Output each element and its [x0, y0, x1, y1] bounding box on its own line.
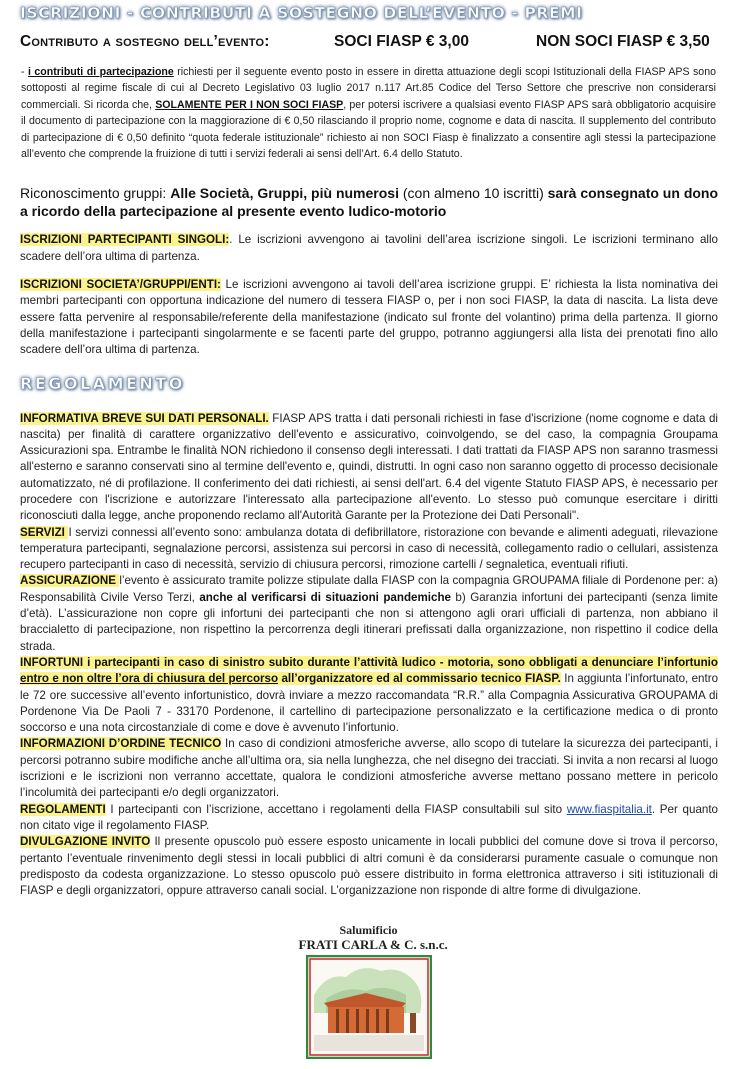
ground: [314, 1035, 424, 1051]
statue: [410, 1013, 416, 1033]
riconoscimento-bold-1: Alle Società, Gruppi, più numerosi: [170, 185, 399, 202]
gruppi-paragraph: [20, 277, 718, 358]
non-soci-price: NON SOCI FIASP € 3,50: [536, 33, 710, 50]
assicurazione-text-1: l’evento è assicurato tramite polizze stipulate dalla FIASP con la compagnia GROUPAMA filiale di Pordenone per: a) Responsabilità Civile Verso Terzi,: [20, 574, 719, 604]
section-banner-iscrizioni: ISCRIZIONI - CONTRIBUTI A SOSTEGNO DELL’EVENTO - PREMI: [20, 4, 583, 22]
singoli-title: ISCRIZIONI PARTECIPANTI SINGOLI:: [20, 233, 230, 247]
regolamenti-text-2: . Per quanto non citato vige il regolamento FIASP.: [20, 802, 719, 832]
contributi-underlined: i contributi di partecipazione: [28, 66, 174, 78]
contribution-row: [20, 32, 720, 54]
riconoscimento-normal: (con almeno 10 iscritti): [398, 185, 548, 202]
infortuni-highlight: i partecipanti in caso di sinistro subito durante l’attività ludico - motoria, sono obbligati a denunciare l’infortunio: [83, 655, 718, 669]
non-soci-emphasis: SOLAMENTE PER I NON SOCI FIASP: [155, 98, 344, 111]
assicurazione-text-2: b) Garanzia infortuni dei partecipanti (senza limite d’età). L’assicurazione non copre gli infortuni dei partecipanti che non si attengono agli orari ufficiali di partenza, non abbiano il braccialetto di partecipazione, non rispettino la percorrenza degli itinerari prefissati dalla organizzazione, non rispettino il codice della strada.: [20, 590, 718, 653]
gruppi-title: ISCRIZIONI SOCIETA’/GRUPPI/ENTI:: [20, 278, 221, 292]
contribution-label: Contributo a sostegno dell’evento:: [20, 33, 270, 50]
servizi-title: SERVIZI: [20, 525, 69, 539]
infortuni-text: In aggiunta l’infortunato, entro le 72 ore successive all’evento infortunistico, dovrà inviare a mezzo raccomandata “R.R.” alla Compagnia Assicurativa GROUPAMA di Pordenone Via De Paoli 7 - 33170 Pordenone, il cartellino di partecipazione personalizzato e la certificazione medica o di pronto soccorso e una nota circostanziale di come e dove è avvenuto l’infortunio.: [20, 672, 719, 735]
assicurazione-bold: anche al verificarsi di situazioni pandemiche: [199, 590, 451, 604]
riconoscimento-label: Riconoscimento gruppi:: [20, 185, 171, 202]
regolamenti-title: REGOLAMENTI: [20, 802, 106, 816]
building-sketch-image: [306, 955, 432, 1059]
section-banner-regolamento: REGOLAMENTO: [20, 373, 185, 393]
fiasp-website-link[interactable]: www.fiaspitalia.it: [566, 802, 652, 816]
regolamento-body: [20, 411, 718, 900]
informativa-text: FIASP APS tratta i dati personali richiesti in fase d'iscrizione (nome cognome e data di nascita) per finalità di carattere organizzativo dell'evento e assicurativo, coinvolgendo, se del caso, la compagnia Groupama Assicurazioni spa. Entrambe le finalità NON richiedono il consenso degli interessati. I dati trattati da FIASP APS non saranno trasmessi all'esterno e saranno conservati sino al termine dell'evento e, quindi, distrutti. In ogni caso non saranno oggetto di processo decisionale automatizzato, né di profilazione. Il conferimento dei dati richiesti, ai sensi dell'art. 6.4 del vigente Statuto FIASP APS, è necessario per procedere con l'iscrizione e autorizzare l'interessato alla partecipazione all'evento. Lo stesso può comunque esercitare i diritti riconosciuti dalla legge, anche proponendo reclamo all'Autorità Garante per la Protezione dei Dati Personali".: [20, 411, 718, 523]
sponsor-logo: [298, 923, 448, 1059]
assicurazione-title: ASSICURAZIONE: [20, 574, 120, 588]
tecnico-title: INFORMAZIONI D’ORDINE TECNICO: [20, 737, 222, 751]
singoli-text: . Le iscrizioni avvengono ai tavolini dell’area iscrizione singoli. Le iscrizioni terminano allo scadere dell’ora ultima di partenza.: [20, 233, 718, 263]
riconoscimento-bold-2: sarà consegnato un dono a ricordo della partecipazione al presente evento ludico-motorio: [20, 185, 719, 220]
infortuni-highlight-2: all’organizzatore ed al commissario tecnico FIASP.: [278, 672, 561, 686]
contributi-paragraph: [21, 64, 716, 162]
divulgazione-text: Il presente opuscolo può essere esposto unicamente in locali pubblici del comune dove si trova il percorso, pertanto l’eventuale rinvenimento degli stessi in locali pubblici di altri comuni è da considerarsi puramente casuale o comunque non predisposto da codesta organizzazione. Lo stesso opuscolo può essere distribuito in forma elettronica attraverso i siti istituzionali di FIASP e degli organizzatori, oppure attraverso canali social. L’organizzazione non risponde di altre forme di divulgazione.: [20, 835, 718, 898]
divulgazione-title: DIVULGAZIONE INVITO: [20, 835, 151, 849]
lead-dash: -: [21, 66, 28, 78]
soci-price: SOCI FIASP € 3,00: [334, 33, 469, 50]
informativa-title: INFORMATIVA BREVE SUI DATI PERSONALI.: [20, 411, 269, 425]
sponsor-line-1: Salumificio: [339, 923, 398, 938]
tecnico-text: In caso di condizioni atmosferiche avverse, allo scopo di tutelare la sicurezza dei partecipanti, i percorsi potranno subire modifiche anche all’ultima ora, sia nella lunghezza, che nel disegno dei tracciati. Si invita a non recarsi al luogo iscrizioni e le iscrizioni non verranno accettate, qualora le condizioni atmosferiche avverse mettano possano mettere in pericolo l’incolumità dei partecipanti e/o degli organizzatori.: [20, 737, 719, 800]
contributi-text-2: , per potersi iscrivere a qualsiasi evento FIASP APS sarà obbligatorio acquisire il documento di partecipazione con la maggiorazione di € 0,50 rilasciando il proprio nome, cognome e data di nascita. Il supplemento del contributo di partecipazione di € 0,50 definito “quota federale istituzionale” richiesto ai non SOCI Fiasp è finalizzato a consentire agli stessi la partecipazione all’evento che comprende la fruizione di tutti i servizi federali ai sensi dell’Art. 6.4 dello Statuto.: [21, 98, 716, 161]
riconoscimento-paragraph: [20, 184, 718, 220]
sponsor-line-2: FRATI CARLA & C. s.n.c.: [298, 937, 448, 953]
infortuni-title: INFORTUNI: [20, 655, 84, 669]
servizi-text: I servizi connessi all’evento sono: ambulanza dotata di defibrillatore, ristorazione con bevande e alimenti adeguati, rilevazione temperatura partecipanti, segnalazione percorsi, assistenza sui percorsi in caso di necessità, collegamento radio o cellulari, assistenza recupero partecipanti in caso di necessità, servizio di chiusura percorsi, rimozione cartelli / segnaletica, eventuali rifiuti.: [20, 525, 718, 572]
gruppi-text: Le iscrizioni avvengono ai tavoli dell’area iscrizione gruppi. E’ richiesta la lista nominativa dei membri partecipanti con opportuna indicazione del numero di tessera FIASP o, per i non soci FIASP, la data di nascita. La lista deve essere fatta pervenire al responsabile/referente della manifestazione (indicato sul fronte del volantino) prima della partenza. Il giorno della manifestazione i partecipanti singolarmente e se facenti parte del gruppo, potranno aggiungersi alla lista dei prenotati fino allo scadere dell’ora ultima di partenza.: [20, 278, 718, 357]
singoli-paragraph: [20, 232, 718, 265]
infortuni-underlined: entro e non oltre l’ora di chiusura del percorso: [20, 672, 279, 686]
contributi-text-1: richiesti per il seguente evento posto in essere in diretta attuazione degli scopi Istituzionali della FIASP APS sono sottoposti al regime fiscale di cui al Decreto Legislativo 03 luglio 2017 n.117 Art.85 Codice del Terso Settore che prescrive non considerarsi commerciali. Si ricorda che,: [21, 66, 716, 111]
regolamenti-text-1: I partecipanti con l’iscrizione, accettano i regolamenti della FIASP consultabili sul sito: [105, 802, 567, 816]
